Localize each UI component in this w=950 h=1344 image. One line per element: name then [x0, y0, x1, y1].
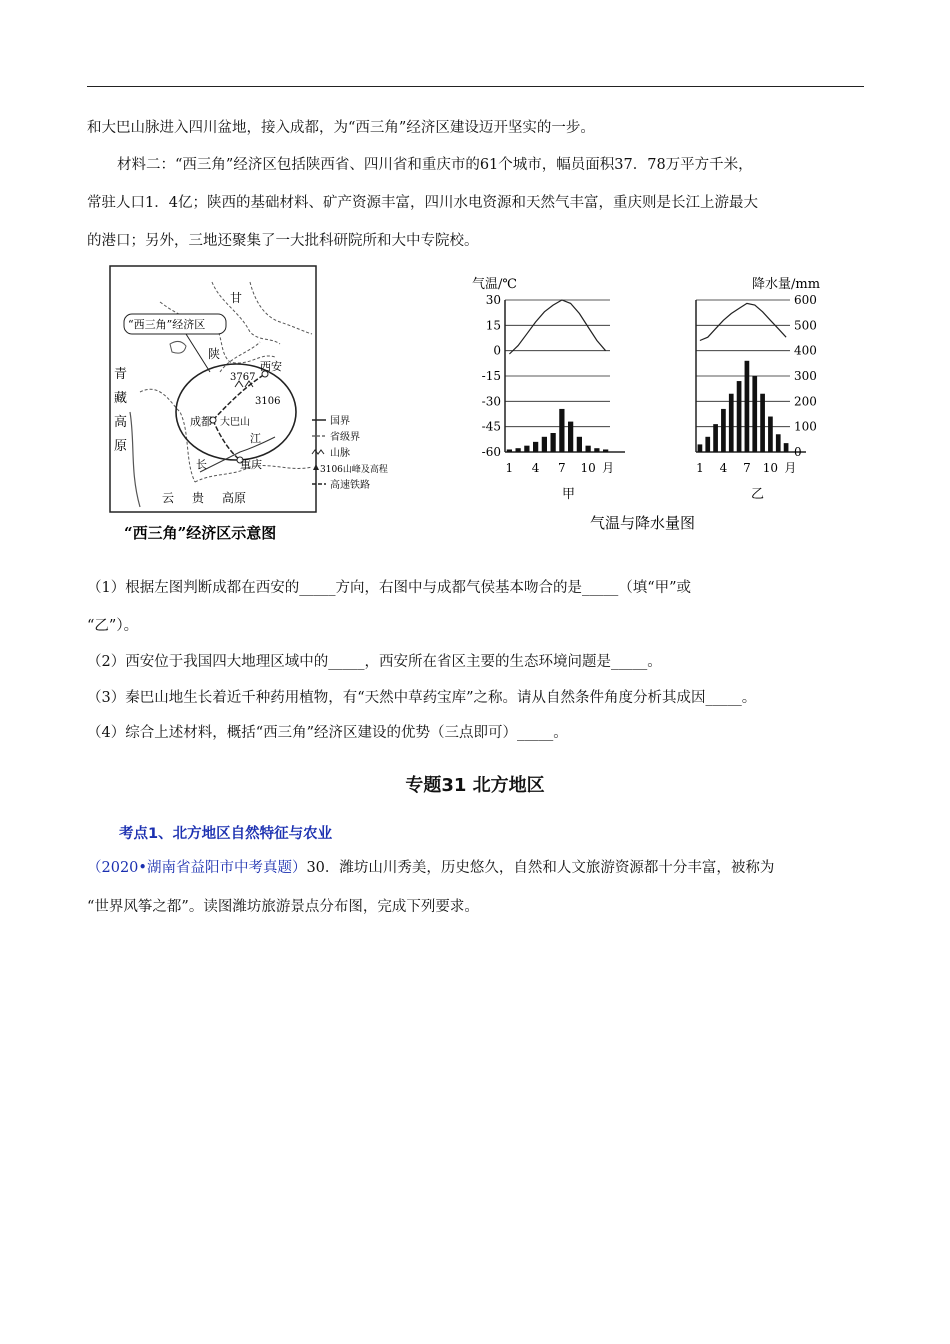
map-label-qing: 青 — [114, 367, 128, 382]
jia-ytick-label: 15 — [485, 318, 501, 333]
yi-precip-bar — [745, 361, 750, 452]
jia-ytick-label: -30 — [481, 394, 501, 409]
chart-yi-temp-line — [700, 303, 786, 340]
map-label-jiang: 江 — [250, 432, 261, 445]
map-label-gui: 贵 — [192, 491, 205, 505]
yi-ytick-label: 600 — [794, 293, 817, 307]
next-question-line-1 — [87, 858, 867, 878]
jia-precip-bar — [533, 442, 538, 452]
map-caption: “西三角”经济区示意图 — [124, 524, 277, 542]
next-question-line-2: “世界风筝之都”。读图潍坊旅游景点分布图，完成下列要求。 — [87, 899, 479, 915]
yi-ytick-label: 100 — [794, 419, 817, 434]
jia-precip-bar — [507, 449, 512, 452]
map-label-yun: 云 — [162, 491, 175, 505]
chart-jia — [482, 293, 625, 502]
legend-item-4: 高速铁路 — [330, 480, 370, 491]
yi-precip-bar — [776, 434, 781, 452]
paragraph-line-2: 材料二：“西三角”经济区包括陕西省、四川省和重庆市的61个城市，幅员面积37．78万平方千米， — [117, 157, 753, 173]
jia-ytick-label: 0 — [493, 343, 501, 358]
figure — [100, 262, 840, 552]
map-label-zang: 藏 — [114, 391, 128, 406]
yi-precip-bar — [737, 381, 742, 452]
jia-ytick-label: -15 — [481, 369, 501, 383]
map-label-yuan: 原 — [114, 439, 128, 454]
paragraph-line-3: 常驻人口1．4亿；陕西的基础材料、矿产资源丰富，四川水电资源和天然气丰富，重庆则是长江上游最大 — [87, 195, 758, 211]
yi-precip-bar — [784, 443, 789, 452]
yi-ytick-label: 200 — [794, 394, 817, 409]
chart-jia-title: 甲 — [562, 487, 576, 502]
question-2: （2）西安位于我国四大地理区域中的_____，西安所在省区主要的生态环境问题是_____。 — [87, 654, 662, 670]
map — [110, 266, 388, 542]
chart-jia-temp-line — [509, 300, 605, 354]
paragraph-line-4: 的港口；另外，三地还聚集了一大批科研院所和大中专院校。 — [87, 233, 479, 249]
jia-xtick-label: 1 — [505, 461, 514, 475]
climate-charts — [472, 276, 820, 532]
map-peak-2: 3106 — [255, 396, 281, 407]
map-label-gan: 甘 — [230, 291, 243, 305]
jia-xtick-label: 4 — [531, 461, 540, 475]
map-peak-1: 3767 — [230, 372, 256, 383]
jia-precip-bar — [594, 448, 599, 452]
question-3: （3）秦巴山地生长着近千种药用植物，有“天然中草药宝库”之称。请从自然条件角度分析其成因_____。 — [87, 690, 757, 706]
yi-precip-bar — [752, 376, 757, 452]
chart-yi — [696, 293, 817, 502]
question-1-line-1: （1）根据左图判断成都在西安的_____方向，右图中与成都气侯基本吻合的是_____（填“甲”或 — [87, 580, 692, 596]
jia-precip-bar — [577, 437, 582, 452]
map-label-dabashan: 大巴山 — [220, 417, 250, 428]
legend-item-0: 国界 — [330, 416, 350, 427]
map-label-gao: 高 — [114, 415, 128, 430]
jia-precip-bar — [603, 449, 608, 452]
yi-xtick-label: 4 — [719, 461, 728, 475]
yi-xtick-label: 10 — [762, 461, 779, 475]
chart-yi-title: 乙 — [751, 487, 765, 502]
temp-axis-title: 气温/℃ — [472, 277, 517, 292]
question-4: （4）综合上述材料，概括“西三角”经济区建设的优势（三点即可）_____。 — [87, 725, 568, 741]
map-city-chongqing: 重庆 — [240, 458, 262, 471]
kaodian-heading: 考点1、北方地区自然特征与农业 — [119, 826, 333, 842]
map-label-shan: 陕 — [208, 347, 221, 361]
legend-item-3: 3106山峰及高程 — [320, 465, 388, 475]
map-label-chang: 长 — [196, 458, 207, 471]
yi-precip-bar — [705, 437, 710, 452]
jia-xtick-label: 7 — [558, 461, 566, 475]
yi-ytick-label: 500 — [794, 318, 817, 333]
charts-caption: 气温与降水量图 — [590, 514, 696, 532]
yi-xtick-month: 月 — [784, 461, 797, 475]
question-source: （2020•湖南省益阳市中考真题） — [87, 860, 307, 876]
jia-precip-bar — [559, 409, 564, 452]
yi-precip-bar — [729, 394, 734, 452]
yi-ytick-label: 400 — [794, 343, 817, 358]
question-1-line-2: “乙”）。 — [87, 618, 139, 634]
jia-precip-bar — [542, 437, 547, 452]
precip-axis-title: 降水量/mm — [752, 277, 821, 292]
yi-precip-bar — [721, 409, 726, 452]
paragraph-line-1: 和大巴山脉进入四川盆地，接入成都，为“西三角”经济区建设迈开坚实的一步。 — [87, 120, 595, 136]
jia-precip-bar — [524, 446, 529, 452]
header-rule — [87, 86, 864, 87]
map-region-label: “西三角”经济区 — [128, 318, 206, 331]
yi-precip-bar — [760, 394, 765, 452]
jia-xtick-label: 10 — [580, 461, 596, 475]
map-legend — [312, 415, 388, 491]
next-question-text: 30．潍坊山川秀美，历史悠久，自然和人文旅游资源都十分丰富，被称为 — [306, 860, 775, 876]
jia-precip-bar — [586, 446, 591, 452]
yi-precip-bar — [713, 424, 718, 452]
map-label-gaoyuan: 高原 — [222, 491, 247, 505]
jia-ytick-label: -45 — [481, 419, 501, 434]
yi-ytick-label: 300 — [794, 369, 817, 383]
legend-item-2: 山脉 — [330, 448, 350, 459]
yi-xtick-label: 7 — [743, 461, 751, 475]
jia-ytick-label: 30 — [485, 293, 501, 307]
jia-ytick-label: -60 — [481, 445, 501, 459]
yi-xtick-label: 1 — [696, 461, 704, 475]
jia-xtick-month: 月 — [602, 461, 615, 475]
yi-precip-bar — [768, 417, 773, 452]
jia-precip-bar — [551, 433, 556, 452]
jia-precip-bar — [516, 448, 521, 452]
section-title: 专题31 北方地区 — [405, 775, 545, 796]
map-city-chengdu: 成都 — [190, 415, 212, 428]
yi-ytick-label: 0 — [794, 445, 802, 459]
map-city-xian: 西安 — [260, 360, 282, 373]
legend-item-1: 省级界 — [330, 432, 360, 443]
jia-precip-bar — [568, 422, 573, 452]
yi-precip-bar — [698, 444, 703, 452]
